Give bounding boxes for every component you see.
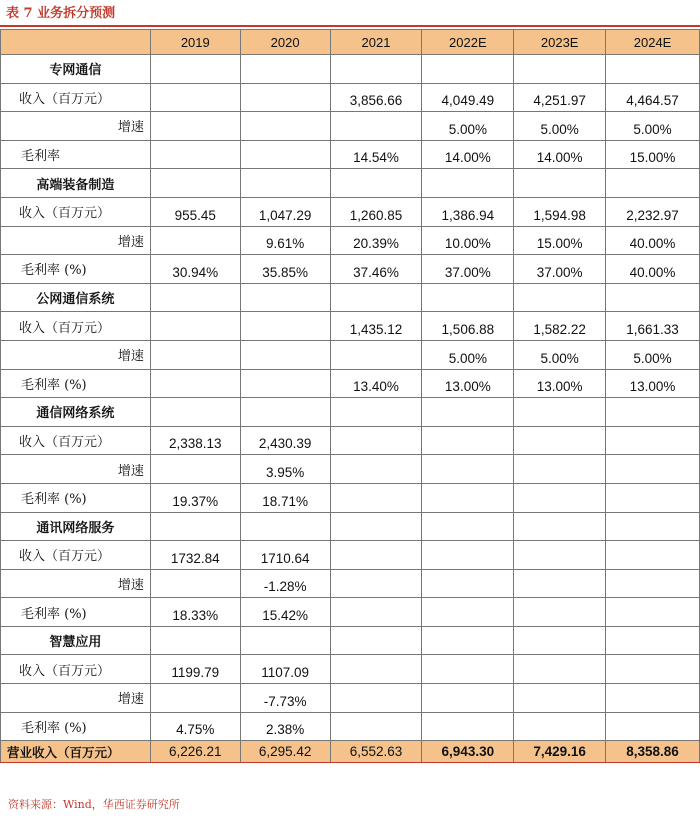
value-cell [330,569,422,598]
value-cell [330,512,422,541]
value-cell: 955.45 [150,197,240,226]
value-cell: 20.39% [330,226,422,255]
value-cell: 30.94% [150,255,240,284]
value-cell: 9.61% [240,226,330,255]
value-cell: 19.37% [150,483,240,512]
value-cell [330,483,422,512]
value-cell: 13.00% [514,369,606,398]
metric-label: 毛利率 (%) [1,712,151,741]
table-row [1,455,700,484]
value-cell: 14.00% [514,140,606,169]
value-cell [514,169,606,198]
value-cell [422,712,514,741]
table-row [1,426,700,455]
forecast-table [0,29,700,763]
value-cell [240,312,330,341]
value-cell [150,455,240,484]
metric-label: 毛利率 (%) [1,483,151,512]
value-cell [150,112,240,141]
value-cell [514,512,606,541]
value-cell [150,140,240,169]
segment-label: 通讯网络服务 [1,512,151,541]
segment-row [1,398,700,427]
value-cell: 37.00% [422,255,514,284]
table-row [1,140,700,169]
segment-label: 通信网络系统 [1,398,151,427]
table-row [1,255,700,284]
value-cell [514,398,606,427]
value-cell [422,283,514,312]
value-cell [150,626,240,655]
value-cell [422,598,514,627]
value-cell: 15.00% [514,226,606,255]
value-cell [514,283,606,312]
value-cell: 15.42% [240,598,330,627]
header-cell: 2024E [606,30,700,55]
segment-row [1,626,700,655]
value-cell [240,626,330,655]
value-cell [422,483,514,512]
segment-label: 高端装备制造 [1,169,151,198]
table-row [1,483,700,512]
total-value-cell: 6,226.21 [150,741,240,763]
metric-label: 增速 [1,340,151,369]
value-cell [330,55,422,84]
value-cell [422,398,514,427]
table-row [1,712,700,741]
value-cell [422,569,514,598]
value-cell [330,541,422,570]
value-cell: 35.85% [240,255,330,284]
value-cell: 1710.64 [240,541,330,570]
value-cell [514,655,606,684]
table-row [1,312,700,341]
value-cell: 1199.79 [150,655,240,684]
value-cell: 1,386.94 [422,197,514,226]
value-cell [422,55,514,84]
value-cell [514,569,606,598]
value-cell [606,483,700,512]
value-cell [150,283,240,312]
segment-row [1,283,700,312]
metric-label: 增速 [1,684,151,713]
value-cell [606,541,700,570]
value-cell [514,684,606,713]
value-cell: 2.38% [240,712,330,741]
total-row [1,741,700,763]
value-cell [606,169,700,198]
metric-label: 收入（百万元） [1,197,151,226]
source-note: 资料来源：Wind，华西证券研究所 [8,798,180,811]
segment-label: 专网通信 [1,55,151,84]
value-cell: 2,430.39 [240,426,330,455]
value-cell [514,598,606,627]
total-value-cell: 6,552.63 [330,741,422,763]
value-cell: 2,338.13 [150,426,240,455]
header-cell: 2021 [330,30,422,55]
value-cell: 1,047.29 [240,197,330,226]
value-cell: 5.00% [514,340,606,369]
metric-label: 收入（百万元） [1,312,151,341]
value-cell: 2,232.97 [606,197,700,226]
value-cell [330,626,422,655]
value-cell [240,398,330,427]
title-rule [0,25,700,27]
value-cell: 5.00% [514,112,606,141]
value-cell [422,684,514,713]
value-cell [606,598,700,627]
value-cell [606,398,700,427]
table-row [1,569,700,598]
value-cell: 4,049.49 [422,83,514,112]
header-cell: 2019 [150,30,240,55]
value-cell: 37.46% [330,255,422,284]
value-cell [606,626,700,655]
metric-label: 毛利率 (%) [1,369,151,398]
value-cell: 1107.09 [240,655,330,684]
value-cell [330,712,422,741]
value-cell: 1,582.22 [514,312,606,341]
value-cell: -7.73% [240,684,330,713]
value-cell: 1,506.88 [422,312,514,341]
total-value-cell: 6,295.42 [240,741,330,763]
metric-label: 收入（百万元） [1,83,151,112]
value-cell: 13.00% [606,369,700,398]
value-cell [240,369,330,398]
value-cell [422,626,514,655]
metric-label: 毛利率 (%) [1,598,151,627]
value-cell: 5.00% [422,112,514,141]
value-cell: 13.40% [330,369,422,398]
value-cell: 4.75% [150,712,240,741]
value-cell [150,312,240,341]
table-row [1,340,700,369]
value-cell [606,569,700,598]
table-row [1,598,700,627]
value-cell: 18.33% [150,598,240,627]
metric-label: 收入（百万元） [1,541,151,570]
value-cell [240,83,330,112]
total-label: 营业收入（百万元） [1,741,151,763]
value-cell [514,626,606,655]
value-cell: 40.00% [606,226,700,255]
value-cell: 1,260.85 [330,197,422,226]
value-cell [330,655,422,684]
table-title: 表 7 业务拆分预测 [6,6,116,21]
value-cell [606,55,700,84]
value-cell: -1.28% [240,569,330,598]
value-cell [606,655,700,684]
value-cell: 14.54% [330,140,422,169]
value-cell [330,398,422,427]
value-cell [150,369,240,398]
header-cell [1,30,151,55]
segment-label: 公网通信系统 [1,283,151,312]
value-cell: 5.00% [606,340,700,369]
value-cell: 1,594.98 [514,197,606,226]
table-row [1,655,700,684]
value-cell: 4,464.57 [606,83,700,112]
value-cell [330,598,422,627]
value-cell [150,398,240,427]
value-cell: 18.71% [240,483,330,512]
total-value-cell: 6,943.30 [422,741,514,763]
value-cell [514,55,606,84]
metric-label: 收入（百万元） [1,426,151,455]
header-cell: 2022E [422,30,514,55]
metric-label: 增速 [1,226,151,255]
value-cell [330,455,422,484]
value-cell [240,512,330,541]
value-cell: 13.00% [422,369,514,398]
header-cell: 2023E [514,30,606,55]
value-cell [606,684,700,713]
value-cell: 4,251.97 [514,83,606,112]
value-cell [514,712,606,741]
value-cell [330,112,422,141]
value-cell [422,169,514,198]
metric-label: 毛利率 [1,140,151,169]
metric-label: 增速 [1,569,151,598]
segment-label: 智慧应用 [1,626,151,655]
table-row [1,83,700,112]
value-cell: 14.00% [422,140,514,169]
metric-label: 收入（百万元） [1,655,151,684]
value-cell [240,169,330,198]
value-cell [150,569,240,598]
segment-row [1,512,700,541]
metric-label: 增速 [1,455,151,484]
value-cell [150,55,240,84]
value-cell [514,426,606,455]
value-cell: 15.00% [606,140,700,169]
value-cell [606,512,700,541]
value-cell: 3.95% [240,455,330,484]
value-cell: 37.00% [514,255,606,284]
value-cell [330,283,422,312]
value-cell [606,712,700,741]
table-row [1,226,700,255]
value-cell: 5.00% [422,340,514,369]
value-cell: 5.00% [606,112,700,141]
value-cell [422,655,514,684]
value-cell [150,226,240,255]
header-cell: 2020 [240,30,330,55]
value-cell: 1,661.33 [606,312,700,341]
value-cell [240,283,330,312]
value-cell [240,140,330,169]
total-value-cell: 8,358.86 [606,741,700,763]
value-cell [150,684,240,713]
segment-row [1,169,700,198]
value-cell [422,455,514,484]
header-row [1,30,700,55]
value-cell [240,340,330,369]
value-cell [514,483,606,512]
value-cell [330,169,422,198]
metric-label: 增速 [1,112,151,141]
value-cell [330,340,422,369]
value-cell [150,512,240,541]
value-cell [422,512,514,541]
value-cell [150,169,240,198]
value-cell [150,340,240,369]
segment-row [1,55,700,84]
table-row [1,197,700,226]
table-row [1,541,700,570]
metric-label: 毛利率 (%) [1,255,151,284]
value-cell [330,684,422,713]
value-cell: 10.00% [422,226,514,255]
value-cell [240,112,330,141]
value-cell [606,283,700,312]
value-cell [330,426,422,455]
value-cell [606,426,700,455]
table-row [1,369,700,398]
total-value-cell: 7,429.16 [514,741,606,763]
table-row [1,112,700,141]
value-cell [150,83,240,112]
value-cell [606,455,700,484]
value-cell [514,541,606,570]
value-cell [240,55,330,84]
value-cell: 3,856.66 [330,83,422,112]
value-cell [422,541,514,570]
value-cell: 1,435.12 [330,312,422,341]
value-cell: 40.00% [606,255,700,284]
value-cell [422,426,514,455]
value-cell [514,455,606,484]
table-row [1,684,700,713]
value-cell: 1732.84 [150,541,240,570]
